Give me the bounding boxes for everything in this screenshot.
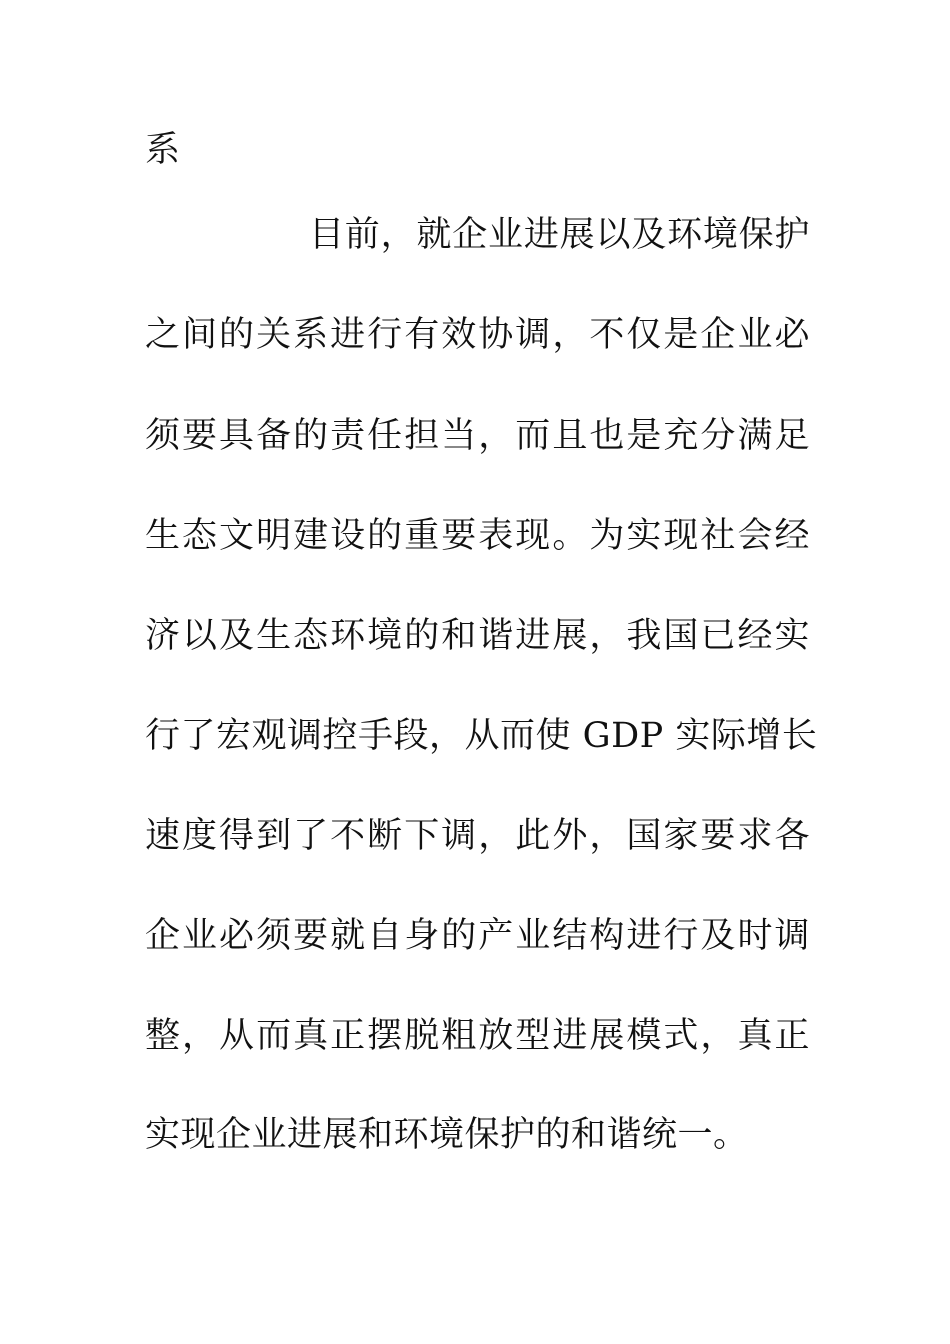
text-line: 系 bbox=[145, 130, 181, 170]
text-line: 之间的关系进行有效协调，不仅是企业必 bbox=[145, 315, 810, 355]
text-line: 速度得到了不断下调，此外，国家要求各 bbox=[145, 816, 810, 856]
text-line: 行了宏观调控手段，从而使 GDP 实际增长 bbox=[145, 716, 818, 756]
text-line: 济以及生态环境的和谐进展，我国已经实 bbox=[145, 616, 810, 656]
text-line: 须要具备的责任担当，而且也是充分满足 bbox=[145, 416, 810, 456]
paragraph-first-line: 目前，就企业进展以及环境保护 bbox=[309, 215, 810, 255]
text-line: 生态文明建设的重要表现。为实现社会经 bbox=[145, 516, 810, 556]
text-line: 整，从而真正摆脱粗放型进展模式，真正 bbox=[145, 1016, 810, 1056]
text-line: 企业必须要就自身的产业结构进行及时调 bbox=[145, 916, 810, 956]
paragraph-last-line: 实现企业进展和环境保护的和谐统一。 bbox=[145, 1115, 749, 1155]
